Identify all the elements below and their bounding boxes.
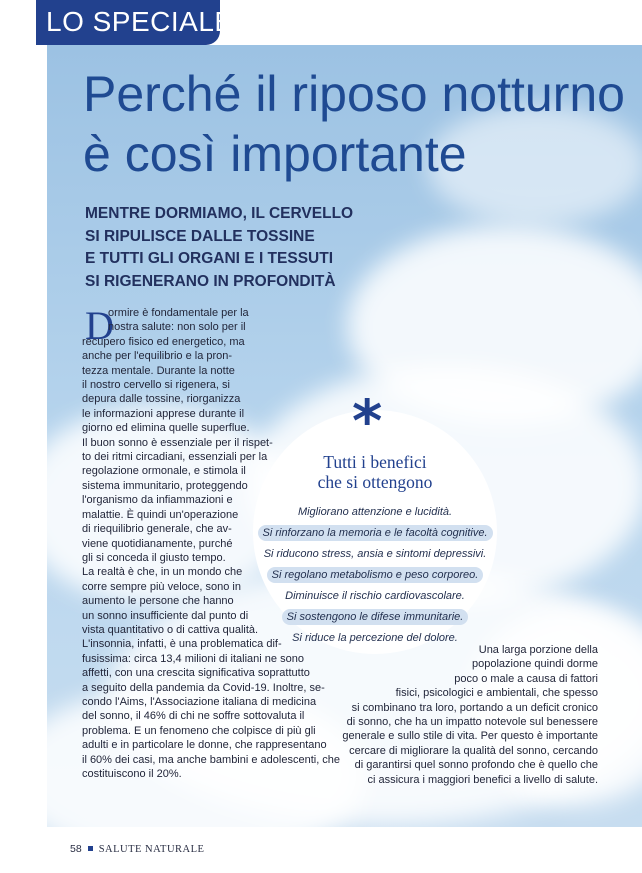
title-line: Perché il riposo notturno	[83, 66, 625, 122]
body-line: aumento le persone che hanno	[82, 595, 234, 608]
body-line: il 60% dei casi, ma anche bambini e adolescenti, che	[82, 753, 341, 766]
body-line: malattie. È quindi un'operazione	[82, 508, 239, 521]
body-line: cercare di migliorare la qualità del sonno, cercando	[349, 744, 598, 757]
article-title	[83, 64, 642, 184]
benefit-text: Si rinforzano la memoria e le facoltà cognitive.	[258, 525, 493, 541]
body-line: le informazioni apprese durante il	[82, 407, 245, 420]
benefit-item	[258, 585, 492, 606]
subtitle-line: MENTRE DORMIAMO, IL CERVELLO	[85, 205, 354, 222]
body-line: vista quantitativo o di cattiva qualità.	[82, 623, 259, 636]
article-subtitle	[85, 203, 385, 293]
body-line: un sonno insufficiente dal punto di	[82, 609, 249, 622]
benefit-item	[258, 543, 492, 564]
body-line: costituiscono il 20%.	[82, 768, 182, 780]
subtitle-line: SI RIPULISCE DALLE TOSSINE	[85, 227, 315, 245]
benefit-text: Si riducono stress, ansia e sintomi depressivi.	[263, 547, 487, 560]
drop-cap: D	[85, 303, 114, 348]
body-line: La realtà è che, in un mondo che	[82, 566, 243, 579]
body-line: gli si conceda il giusto tempo.	[82, 551, 226, 564]
body-line: tezza mentale. Durante la notte	[82, 364, 235, 377]
magazine-name: SALUTE NATURALE	[98, 844, 205, 855]
section-tab-label: LO SPECIALE	[46, 6, 234, 37]
bullet-square-icon	[88, 846, 93, 851]
body-line: del sonno, il 46% di chi ne soffre sottovaluta il	[82, 710, 305, 723]
body-line: di riequilibrio generale, che av-	[82, 523, 232, 536]
body-line: a seguito della pandemia da Covid-19. Inoltre, se-	[82, 681, 325, 694]
body-line: affetti, con una crescita significativa soprattutto	[82, 667, 310, 680]
body-line: condo l'Aims, l'Associazione italiana di medicina	[82, 695, 317, 708]
body-line: giorno ed elimina quelle superflue.	[82, 422, 250, 435]
benefit-text: Diminuisce il rischio cardiovascolare.	[285, 589, 465, 602]
body-line: nostra salute: non solo per il	[108, 321, 246, 334]
body-line: generale e sullo stile di vita. Per questo è importante	[342, 730, 598, 743]
body-line: regolazione ormonale, e stimola il	[82, 465, 246, 478]
body-line: anche per l'equilibrio e la pron-	[82, 350, 233, 363]
page-number: 58	[70, 843, 82, 855]
subtitle-line: SI RIGENERANO IN PROFONDITÀ	[85, 272, 336, 290]
body-line: to dei ritmi circadiani, essenziali per la	[82, 451, 268, 464]
body-line: Il buon sonno è essenziale per il rispet-	[82, 436, 273, 449]
body-line: Una larga porzione della	[478, 644, 598, 656]
benefit-item	[258, 606, 492, 627]
benefits-title-line: Tutti i benefici	[323, 452, 427, 472]
benefits-list	[258, 501, 492, 648]
benefits-title	[290, 452, 460, 492]
subtitle-line: E TUTTI GLI ORGANI E I TESSUTI	[85, 250, 334, 267]
benefit-item	[258, 564, 492, 585]
body-line: l'organismo da infiammazioni e	[82, 494, 233, 507]
benefit-text: Si riduce la percezione del dolore.	[292, 631, 458, 644]
body-line: poco o male a causa di fattori	[454, 672, 598, 685]
benefit-text: Si sostengono le difese immunitarie.	[282, 609, 469, 625]
body-line: recupero fisico ed energetico, ma	[82, 335, 245, 348]
asterisk-icon: *	[352, 387, 383, 455]
body-line: fisici, psicologici e ambientali, che spesso	[395, 687, 598, 700]
body-line: ci assicura i maggiori benefici a livello di salute.	[367, 773, 598, 786]
benefit-item	[258, 522, 492, 543]
page-footer	[70, 843, 204, 855]
benefit-text: Migliorano attenzione e lucidità.	[297, 505, 453, 518]
body-line: problema. E un fenomeno che colpisce di più gli	[82, 724, 316, 737]
title-line: è così importante	[83, 126, 467, 182]
body-line: depura dalle tossine, riorganizza	[82, 393, 241, 406]
benefits-title-line: che si ottengono	[317, 472, 433, 492]
body-line: adulti e in particolare le donne, che rappresentano	[82, 739, 327, 752]
body-line: di garantirsi quel sonno profondo che è quello che	[354, 759, 598, 772]
body-line: si combinano tra loro, portando a un deficit cronico	[351, 701, 598, 714]
body-line: popolazione quindi dorme	[472, 658, 598, 671]
body-line: viene quotidianamente, purché	[82, 537, 233, 550]
body-line: sistema immunitario, proteggendo	[82, 479, 248, 492]
body-line: L'insonnia, infatti, è una problematica dif-	[82, 638, 282, 651]
benefit-item	[258, 501, 492, 522]
body-line: corre sempre più veloce, sono in	[82, 580, 241, 593]
body-column-right	[331, 643, 598, 787]
body-line: fusissima: circa 13,4 milioni di italiani ne sono	[82, 652, 304, 665]
body-line: di sonno, che ha un impatto notevole sul benessere	[346, 716, 598, 729]
benefit-text: Si regolano metabolismo e peso corporeo.	[267, 567, 484, 583]
body-line: ormire è fondamentale per la	[108, 307, 249, 319]
section-tab	[36, 0, 234, 45]
body-line: il nostro cervello si rigenera, si	[82, 379, 230, 392]
